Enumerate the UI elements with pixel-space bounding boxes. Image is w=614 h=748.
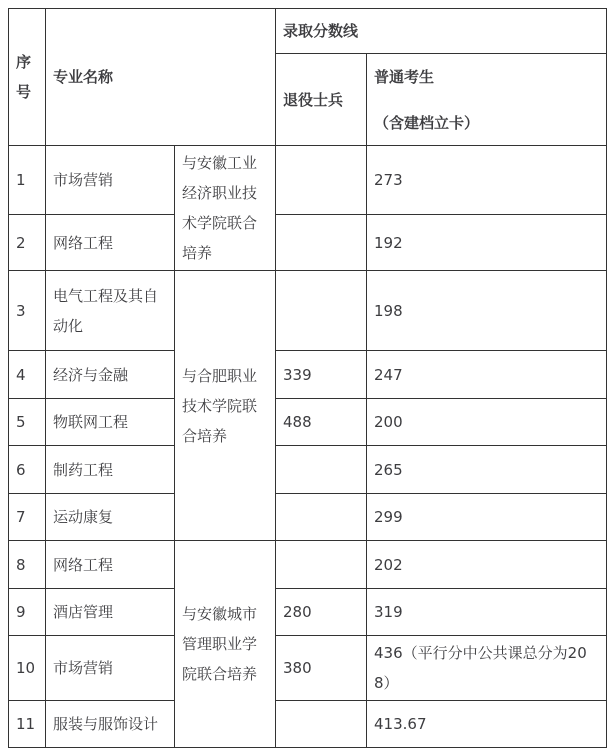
- header-major: 专业名称: [46, 9, 276, 146]
- header-regular-line1: 普通考生: [374, 67, 435, 86]
- cell-regular-score: 265: [367, 446, 607, 494]
- header-regular-line2: （含建档立卡）: [374, 113, 480, 132]
- table-row: [9, 701, 607, 748]
- cell-regular-score: 319: [367, 589, 607, 636]
- cell-regular-score: 247: [367, 351, 607, 399]
- cell-serial: 8: [9, 541, 46, 589]
- cell-regular-score: 299: [367, 494, 607, 541]
- cell-veteran-score: [276, 271, 367, 351]
- cell-regular-score: 202: [367, 541, 607, 589]
- table-row: [9, 589, 607, 636]
- cell-major: 运动康复: [46, 494, 175, 541]
- cell-veteran-score: [276, 146, 367, 215]
- table-row: [9, 399, 607, 446]
- cell-major: 经济与金融: [46, 351, 175, 399]
- cell-partnership: 与合肥职业技术学院联合培养: [175, 271, 276, 541]
- table-row: [9, 215, 607, 271]
- cell-serial: 10: [9, 636, 46, 701]
- cell-veteran-score: [276, 215, 367, 271]
- header-veteran: 退役士兵: [276, 54, 367, 146]
- table-row: [9, 351, 607, 399]
- cell-partnership: 与安徽工业经济职业技术学院联合培养: [175, 146, 276, 271]
- cell-major: 制药工程: [46, 446, 175, 494]
- cell-veteran-score: [276, 701, 367, 748]
- table-row: [9, 446, 607, 494]
- cell-regular-score: 198: [367, 271, 607, 351]
- cell-partnership: 与安徽城市管理职业学院联合培养: [175, 541, 276, 748]
- cell-regular-score: 200: [367, 399, 607, 446]
- cell-serial: 5: [9, 399, 46, 446]
- cell-veteran-score: 488: [276, 399, 367, 446]
- cell-veteran-score: [276, 494, 367, 541]
- cell-regular-score: 413.67: [367, 701, 607, 748]
- cell-major: 服装与服饰设计: [46, 701, 175, 748]
- cell-regular-score: 436（平行分中公共课总分为208）: [367, 636, 607, 701]
- cell-major: 网络工程: [46, 215, 175, 271]
- table-row: [9, 636, 607, 701]
- cell-serial: 3: [9, 271, 46, 351]
- header-row-1: [9, 9, 607, 54]
- cell-serial: 11: [9, 701, 46, 748]
- cell-veteran-score: 280: [276, 589, 367, 636]
- cell-serial: 1: [9, 146, 46, 215]
- cell-major: 物联网工程: [46, 399, 175, 446]
- cell-veteran-score: 380: [276, 636, 367, 701]
- cell-serial: 6: [9, 446, 46, 494]
- cell-regular-score: 192: [367, 215, 607, 271]
- cell-serial: 2: [9, 215, 46, 271]
- cell-major: 市场营销: [46, 636, 175, 701]
- cell-major: 市场营销: [46, 146, 175, 215]
- header-score-group: 录取分数线: [276, 9, 607, 54]
- cell-major: 酒店管理: [46, 589, 175, 636]
- cell-major: 电气工程及其自动化: [46, 271, 175, 351]
- table-row: [9, 541, 607, 589]
- table-row: [9, 146, 607, 215]
- header-serial: 序号: [9, 9, 46, 146]
- cell-veteran-score: [276, 541, 367, 589]
- admission-scores-table: [8, 8, 607, 748]
- cell-serial: 9: [9, 589, 46, 636]
- table-row: [9, 494, 607, 541]
- cell-major: 网络工程: [46, 541, 175, 589]
- cell-veteran-score: [276, 446, 367, 494]
- cell-veteran-score: 339: [276, 351, 367, 399]
- table-row: [9, 271, 607, 351]
- cell-regular-score: 273: [367, 146, 607, 215]
- cell-serial: 4: [9, 351, 46, 399]
- header-regular: [367, 54, 607, 146]
- cell-serial: 7: [9, 494, 46, 541]
